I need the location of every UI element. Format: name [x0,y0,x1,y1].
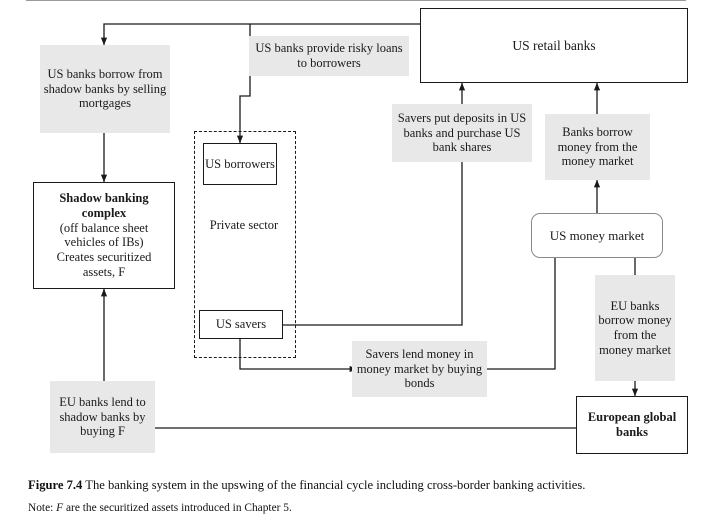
node-savers-put-deposits [392,104,532,162]
node-us-money-market [531,213,663,258]
node-savers-lend-money-label: Savers lend money in money market by buying bonds [356,346,483,391]
node-eu-banks-lend [50,381,155,453]
shadow-banking-line-1: Shadow banking [59,191,149,205]
shadow-banking-line-4: vehicles of IBs) [64,235,144,250]
node-us-borrowers-label: US borrowers [205,156,275,171]
node-shadow-banking-complex [33,182,175,289]
figure-caption-text: The banking system in the upswing of the financial cycle including cross-border banking activities. [85,478,586,492]
node-eu-banks-lend-label: EU banks lend to shadow banks by buying F [59,394,146,439]
figure-note-symbol: F [56,502,64,514]
shadow-banking-line-3: (off balance sheet [59,220,149,235]
node-us-retail-banks [420,8,688,83]
figure-caption [28,478,696,493]
node-eu-banks-borrow-money-label: EU banks borrow money from the money market [598,298,672,357]
node-banks-borrow-money-label: Banks borrow money from the money market [557,124,638,169]
figure-note-rest: are the securitized assets introduced in Chapter 5. [63,502,292,514]
node-eu-banks-borrow-money [595,275,675,381]
node-us-savers-label: US savers [215,317,267,332]
label-private-sector-text: Private sector [209,218,279,232]
node-us-money-market-label: US money market [549,227,645,243]
node-savers-put-deposits-label: Savers put deposits in US banks and purchase US bank shares [397,110,527,155]
node-savers-lend-money [352,341,487,397]
figure-note [28,502,696,514]
shadow-banking-line-6: assets, F [82,264,126,279]
figure-note-prefix: Note: [28,502,57,514]
node-us-savers [199,310,283,339]
node-us-borrowers [203,143,277,185]
node-us-banks-provide-loans [249,36,409,76]
node-european-global-banks-label: European global banks [587,410,677,439]
node-us-banks-borrow-label: US banks borrow from shadow banks by selling mortgages [43,66,167,111]
node-us-banks-borrow [40,45,170,133]
node-us-banks-provide-loans-label: US banks provide risky loans to borrowers [255,41,403,70]
shadow-banking-line-2: complex [81,205,127,220]
node-european-global-banks [576,396,688,454]
figure-number: Figure 7.4 [28,478,83,492]
node-us-retail-banks-label: US retail banks [512,37,596,53]
node-banks-borrow-money [545,114,650,180]
shadow-banking-line-5: Creates securitized [56,250,152,264]
label-private-sector [200,218,288,233]
figure-divider [26,0,686,1]
